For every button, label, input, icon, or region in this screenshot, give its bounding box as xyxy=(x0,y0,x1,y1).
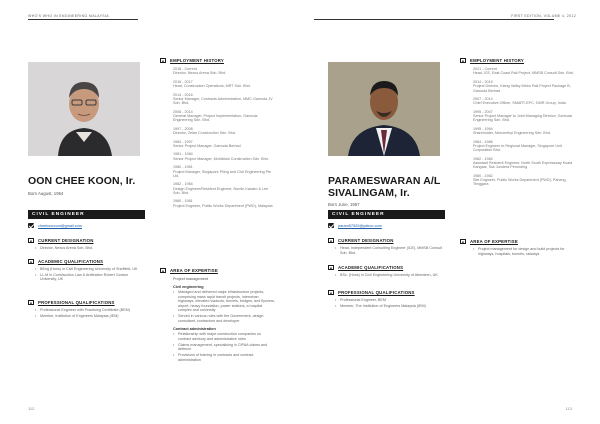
list-item: • LL.M in Construction Law & Arbitration Robert Gordon University, UK xyxy=(35,273,146,282)
employment-entry: 2008 - 2014 General Manager, Project Implementation, Gamuda Engineering Sdn. Bhd. xyxy=(173,109,258,123)
header-rule xyxy=(314,19,554,20)
current-designation-section xyxy=(328,238,446,256)
certificate-icon: ■ xyxy=(28,300,34,305)
employment-entry: 2018 - Current Director, Nexus Arena Sdn. Bhd. xyxy=(173,67,227,76)
right-page xyxy=(300,0,600,424)
employment-entry: 2014 - 2016 Senior Manager, Contracts Administration, MMC-Gamuda JV Sdn. Bhd. xyxy=(173,92,273,106)
building-icon: ■ xyxy=(160,58,166,63)
briefcase-icon: ■ xyxy=(28,238,34,243)
list-item: • Served in various roles with the Government, design consultant, contractors and developer xyxy=(173,314,275,323)
current-designation-section xyxy=(28,238,146,252)
header-rule xyxy=(28,19,138,20)
profile-photo xyxy=(28,62,140,156)
employment-entry: 1984 - 1986 Project Engineer to Regional Manager, Singapore Unit Corporation Bhd. xyxy=(473,139,562,153)
employment-entry: 1984 - 1997 Senior Project Manager, Gamuda Berhad xyxy=(173,139,241,148)
list-item: • Professional Engineer, BEM xyxy=(335,298,446,303)
list-item: • Relationship with major construction companies on contract advisory and administrative roles xyxy=(173,332,275,341)
section-title: ACADEMIC QUALIFICATIONS xyxy=(38,259,104,264)
expertise-heading: Contract administration xyxy=(173,327,216,332)
list-item: • Head, Independent Consulting Engineer (ICE), MMSB Consult Sdn. Bhd. xyxy=(335,246,446,255)
section-title: PROFESSIONAL QUALIFICATIONS xyxy=(38,300,115,305)
certificate-icon: ■ xyxy=(328,290,334,295)
section-title: CURRENT DESIGNATION xyxy=(338,238,394,243)
birth-date: Born June, 1957 xyxy=(328,202,360,207)
employment-entry: 1982 - 1984 Assistant Resident Engineer, North South Expressway Kuala Kangsar, Ssk Jurutera Perunding xyxy=(473,156,573,170)
employment-entry: 2021 - Current Head, ICE, East Coast Rail Project, MMSB Consult Sdn. Bhd. xyxy=(473,67,574,76)
envelope-icon xyxy=(328,223,334,228)
employment-entry: 2014 - 2019 Project Director, Klang Valley Metro Rail Project Package B, Gamuda Berhad xyxy=(473,79,571,93)
list-item: • BSc. (Hons) in Civil Engineering University of Aberdeen, UK xyxy=(335,273,446,278)
page-number: 112 xyxy=(28,406,35,411)
expertise-section xyxy=(460,239,575,257)
list-item: • Provisions of training in contracts and contract administration xyxy=(173,353,275,362)
section-title: CURRENT DESIGNATION xyxy=(38,238,94,243)
list-item: • Member, The Institution of Engineers Malaysia (IEM) xyxy=(335,304,446,309)
running-header-left: WHO'S WHO IN ENGINEERING MALAYSIA xyxy=(28,14,110,18)
employment-entry: 1982 - 1984 Design Engineer/Resident Engineer, Nordin Kassim & Lee Sdn. Bhd. xyxy=(173,182,269,195)
profile-photo xyxy=(328,62,440,156)
expertise-section xyxy=(160,268,275,363)
employment-entry: 1995 - 2007 Senior Project Manager to Joint Managing Director, Gamuda Engineering Sdn. Bhd. xyxy=(473,109,572,123)
employment-entry: 2016 - 2017 Head, Construction Operations, MRT Sdn. Bhd. xyxy=(173,79,251,89)
email-link[interactable]: cheekoonoon@gmail.com xyxy=(38,223,82,228)
employment-entry: 1981 - 1984 Senior Project Manager, Muhibbah Construction Sdn. Bhd. xyxy=(173,152,269,161)
employment-section xyxy=(160,58,275,208)
list-item: • Director, Nexus Arena Sdn. Bhd. xyxy=(35,246,146,251)
list-item: • Member, Institution of Engineers Malaysia (IEM) xyxy=(35,314,146,319)
list-item: • Professional Engineer with Practising Certificate (BEM) xyxy=(35,308,146,313)
person-name-line1: PARAMESWARAN A/L xyxy=(328,175,441,187)
graduation-cap-icon: ■ xyxy=(328,265,334,270)
page-number: 113 xyxy=(565,406,572,411)
email-row xyxy=(28,223,82,228)
list-item: • Managed and delivered major infrastructure projects, comprising mass rapid transit projects, interurban highways, elevated viaducts, tunnels, bridges, and flyovers, airport, heavy foundation, power stations, a hospital complex and university xyxy=(173,290,275,313)
list-item: • Claims management, specialising in CIPAA claims and defence xyxy=(173,343,275,352)
person-name: OON CHEE KOON, Ir. xyxy=(28,175,136,187)
running-header-right: FIRST EDITION, VOLUME 4, 2012 xyxy=(511,14,576,18)
section-title: PROFESSIONAL QUALIFICATIONS xyxy=(338,290,415,295)
academic-section xyxy=(328,265,446,279)
star-icon: ■ xyxy=(160,268,166,273)
employment-entry: 1980 - 1981 Project Engineer, Public Works Department (PWD), Malaysia xyxy=(173,199,273,208)
star-icon: ■ xyxy=(460,239,466,244)
employment-entry: 1980 - 1981 Project Manager, Singapore Piling and Civil Engineering Pte Ltd. xyxy=(173,165,272,178)
expertise-heading: Civil engineering xyxy=(173,285,204,289)
employment-entry: 2007 - 2014 Chief Executive Officer, SMART-EPC, GMR Group, India xyxy=(473,97,566,106)
profession-bar: CIVIL ENGINEER xyxy=(28,210,145,219)
profession-bar: CIVIL ENGINEER xyxy=(328,210,445,219)
list-item: • BEng (Hons) in Civil Engineering University of Sheffield, UK xyxy=(35,267,146,272)
employment-entry: 1980 - 1982 Site Engineer, Public Works Department (PWD), Pahang, Tenggara xyxy=(473,173,567,187)
list-item: • Project management for design and build projects for highways, hospitals, tunnels, railways xyxy=(473,247,575,256)
person-name-line2: SIVALINGAM, Ir. xyxy=(328,186,410,199)
graduation-cap-icon: ■ xyxy=(28,259,34,264)
academic-section xyxy=(28,259,146,283)
section-title: EMPLOYMENT HISTORY xyxy=(170,58,224,63)
person-name xyxy=(328,176,468,199)
section-title: ACADEMIC QUALIFICATIONS xyxy=(338,265,404,270)
section-title: AREA OF EXPERTISE xyxy=(470,239,518,244)
employment-section xyxy=(460,58,575,187)
email-row xyxy=(328,223,382,228)
professional-section xyxy=(28,300,146,320)
email-link[interactable]: param57520@yahoo.com xyxy=(338,223,382,228)
briefcase-icon: ■ xyxy=(328,238,334,243)
birth-date: Born August, 1954 xyxy=(28,191,64,196)
section-title: AREA OF EXPERTISE xyxy=(170,268,218,273)
envelope-icon xyxy=(28,223,34,228)
expertise-heading: Project management xyxy=(173,277,209,281)
professional-section xyxy=(328,290,446,310)
section-title: EMPLOYMENT HISTORY xyxy=(470,58,524,63)
employment-entry: 1997 - 2008 Director, Zelan Construction Sdn. Bhd. xyxy=(173,126,236,136)
building-icon: ■ xyxy=(460,58,466,63)
employment-entry: 1995 - 1994 Shareholder, Mercenthyl Engineering Sdn. Bhd. xyxy=(473,126,551,136)
